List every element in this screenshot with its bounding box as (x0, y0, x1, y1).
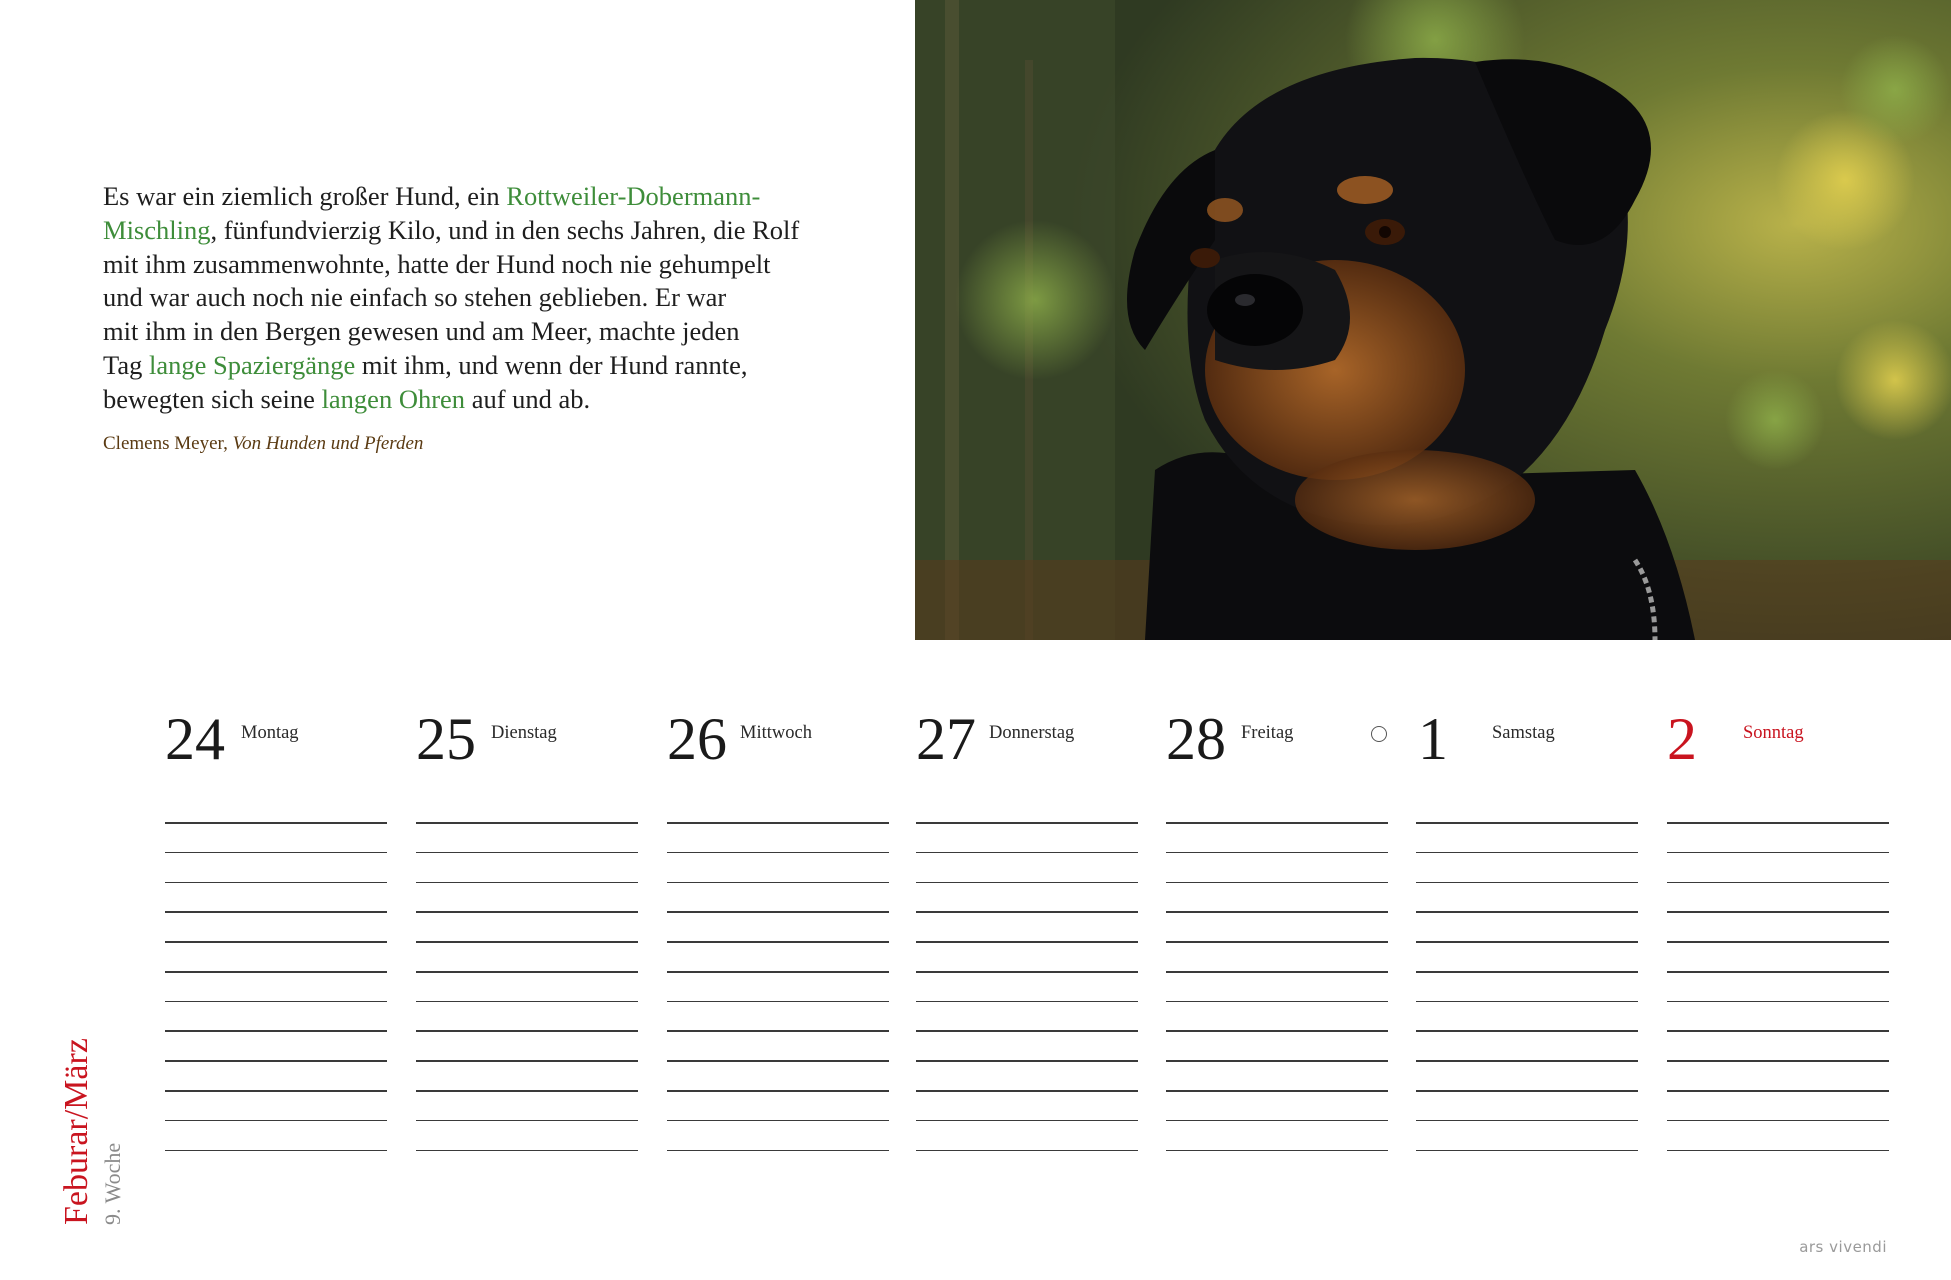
day-name: Donnerstag (989, 723, 1075, 743)
note-lines[interactable] (165, 822, 387, 1179)
day-sunday[interactable] (1667, 705, 1889, 1225)
note-line[interactable] (1667, 941, 1889, 943)
note-line[interactable] (416, 971, 638, 973)
day-name: Dienstag (491, 723, 557, 743)
note-line[interactable] (1166, 941, 1388, 943)
note-line[interactable] (667, 1060, 889, 1062)
note-line[interactable] (1166, 822, 1388, 824)
quote-segment: mit ihm, und wenn der Hund rannte, (355, 349, 748, 380)
day-name: Sonntag (1743, 723, 1804, 743)
note-line[interactable] (916, 941, 1138, 943)
note-line[interactable] (1166, 911, 1388, 913)
quote-author: Clemens Meyer, (103, 432, 228, 454)
quote-block (103, 180, 843, 455)
note-lines[interactable] (416, 822, 638, 1179)
day-number: 26 (667, 706, 727, 772)
note-line[interactable] (1667, 971, 1889, 973)
note-line[interactable] (416, 1150, 638, 1152)
full-moon-icon (1371, 726, 1387, 742)
note-line[interactable] (667, 882, 889, 884)
highlighted-phrase: lange Spaziergänge (148, 349, 356, 380)
note-line[interactable] (165, 971, 387, 973)
note-line[interactable] (667, 941, 889, 943)
note-line[interactable] (667, 852, 889, 854)
note-line[interactable] (416, 1090, 638, 1092)
day-number: 27 (916, 706, 976, 772)
quote-text (103, 180, 843, 417)
day-number: 1 (1418, 706, 1448, 772)
note-line[interactable] (1416, 1060, 1638, 1062)
note-line[interactable] (1667, 1030, 1889, 1032)
note-line[interactable] (165, 1030, 387, 1032)
note-line[interactable] (916, 911, 1138, 913)
note-line[interactable] (165, 1090, 387, 1092)
quote-segment: bewegten sich seine (103, 383, 322, 414)
note-line[interactable] (165, 1060, 387, 1062)
note-line[interactable] (667, 911, 889, 913)
note-line[interactable] (667, 1001, 889, 1003)
note-line[interactable] (667, 1150, 889, 1152)
note-line[interactable] (1667, 882, 1889, 884)
note-line[interactable] (1667, 1060, 1889, 1062)
day-number: 24 (165, 706, 225, 772)
note-line[interactable] (1166, 852, 1388, 854)
note-line[interactable] (916, 1001, 1138, 1003)
note-line[interactable] (1166, 1030, 1388, 1032)
note-line[interactable] (1416, 1090, 1638, 1092)
note-lines[interactable] (1667, 822, 1889, 1179)
day-name: Montag (241, 723, 299, 743)
note-line[interactable] (1166, 1120, 1388, 1122)
note-line[interactable] (1416, 911, 1638, 913)
note-line[interactable] (416, 941, 638, 943)
note-line[interactable] (165, 852, 387, 854)
note-line[interactable] (1667, 1001, 1889, 1003)
quote-segment: Es war ein ziemlich großer Hund, ein (103, 181, 507, 211)
note-lines[interactable] (916, 822, 1138, 1179)
note-line[interactable] (416, 1060, 638, 1062)
quote-segment: , fünfundvierzig Kilo, und in den sechs Jahren, die Rolf (210, 214, 800, 245)
note-line[interactable] (916, 1090, 1138, 1092)
note-line[interactable] (667, 971, 889, 973)
note-line[interactable] (1166, 1001, 1388, 1003)
note-line[interactable] (1416, 1001, 1638, 1003)
note-lines[interactable] (1416, 822, 1638, 1179)
note-line[interactable] (1416, 941, 1638, 943)
note-line[interactable] (1166, 971, 1388, 973)
note-line[interactable] (165, 1120, 387, 1122)
note-line[interactable] (416, 1001, 638, 1003)
day-friday[interactable] (1166, 705, 1388, 1225)
note-line[interactable] (416, 822, 638, 824)
publisher-logo: ars vivendi (1799, 1238, 1887, 1256)
note-line[interactable] (916, 852, 1138, 854)
note-line[interactable] (1416, 882, 1638, 884)
note-line[interactable] (165, 941, 387, 943)
note-line[interactable] (916, 1120, 1138, 1122)
note-line[interactable] (916, 1030, 1138, 1032)
note-line[interactable] (916, 1060, 1138, 1062)
note-line[interactable] (416, 882, 638, 884)
note-line[interactable] (1416, 971, 1638, 973)
note-line[interactable] (1667, 1150, 1889, 1152)
note-line[interactable] (416, 852, 638, 854)
day-wednesday[interactable] (667, 705, 889, 1225)
quote-segment: Tag (103, 349, 149, 380)
side-labels (58, 1038, 126, 1225)
note-lines[interactable] (1166, 822, 1388, 1179)
note-line[interactable] (1166, 1090, 1388, 1092)
quote-segment: mit ihm in den Bergen gewesen und am Meer, machte jeden (103, 316, 740, 347)
note-line[interactable] (165, 822, 387, 824)
note-line[interactable] (416, 1030, 638, 1032)
week-label: 9. Woche (100, 1142, 125, 1225)
day-saturday[interactable] (1416, 705, 1638, 1225)
month-label: Feburar/März (58, 1038, 95, 1225)
note-line[interactable] (916, 1150, 1138, 1152)
quote-segment: und war auch noch nie einfach so stehen geblieben. Er war (103, 282, 727, 313)
note-line[interactable] (916, 822, 1138, 824)
note-line[interactable] (165, 1001, 387, 1003)
note-line[interactable] (667, 1120, 889, 1122)
rottweiler-photo (915, 0, 1951, 640)
day-thursday[interactable] (916, 705, 1138, 1225)
day-tuesday[interactable] (416, 705, 638, 1225)
day-number: 25 (416, 706, 476, 772)
day-monday[interactable] (165, 705, 387, 1225)
note-line[interactable] (1667, 1120, 1889, 1122)
day-number: 2 (1667, 706, 1697, 772)
note-line[interactable] (165, 911, 387, 913)
note-line[interactable] (416, 1120, 638, 1122)
quote-source (103, 433, 843, 455)
note-line[interactable] (416, 911, 638, 913)
highlighted-phrase: Mischling (103, 214, 211, 245)
day-number: 28 (1166, 706, 1226, 772)
day-name: Samstag (1492, 723, 1555, 743)
note-lines[interactable] (667, 822, 889, 1179)
note-line[interactable] (1667, 852, 1889, 854)
note-line[interactable] (916, 971, 1138, 973)
note-line[interactable] (1667, 1090, 1889, 1092)
quote-segment: mit ihm zusammenwohnte, hatte der Hund noch nie gehumpelt (103, 248, 771, 279)
note-line[interactable] (1166, 1060, 1388, 1062)
note-line[interactable] (165, 1150, 387, 1152)
note-line[interactable] (1416, 852, 1638, 854)
quote-work: Von Hunden und Pferden (232, 432, 424, 454)
note-line[interactable] (1667, 822, 1889, 824)
highlighted-phrase: Rottweiler-Dobermann- (506, 181, 761, 211)
quote-segment: auf und ab. (465, 383, 591, 414)
note-line[interactable] (1416, 1120, 1638, 1122)
note-line[interactable] (916, 882, 1138, 884)
day-name: Freitag (1241, 723, 1294, 743)
note-line[interactable] (667, 1090, 889, 1092)
note-line[interactable] (1667, 911, 1889, 913)
note-line[interactable] (165, 882, 387, 884)
note-line[interactable] (1416, 1030, 1638, 1032)
note-line[interactable] (1416, 822, 1638, 824)
note-line[interactable] (667, 822, 889, 824)
highlighted-phrase: langen Ohren (321, 383, 466, 414)
note-line[interactable] (1166, 1150, 1388, 1152)
note-line[interactable] (1416, 1150, 1638, 1152)
note-line[interactable] (1166, 882, 1388, 884)
day-name: Mittwoch (740, 723, 812, 743)
note-line[interactable] (667, 1030, 889, 1032)
